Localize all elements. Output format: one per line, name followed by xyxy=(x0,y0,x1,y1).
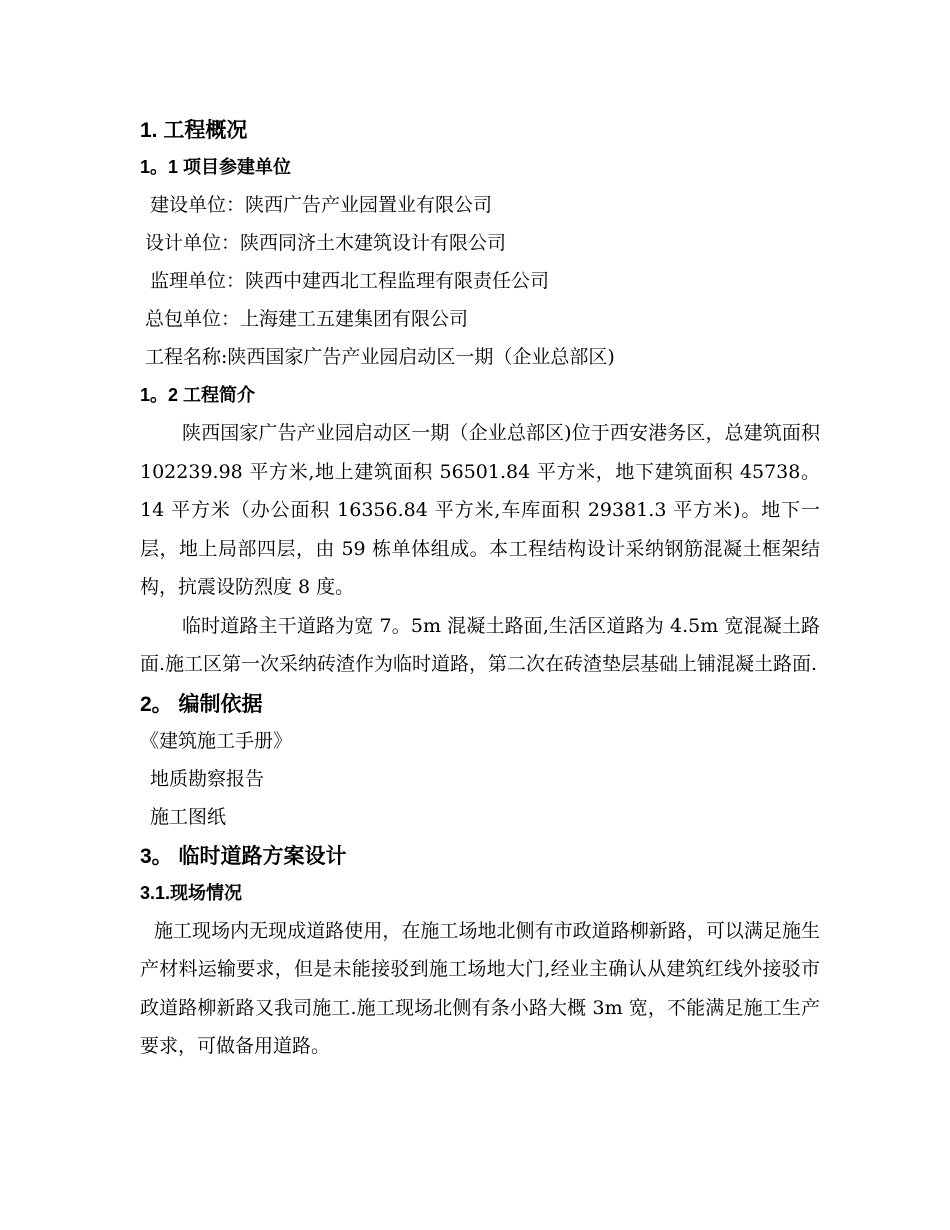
basis-item-handbook: 《建筑施工手册》 xyxy=(140,729,293,752)
basis-item-geology-report: 地质勘察报告 xyxy=(150,767,265,790)
document-body xyxy=(140,110,820,1066)
section-2-heading: 2。 编制依据 xyxy=(140,692,263,716)
section-1-2-heading: 1。2 工程简介 xyxy=(140,385,256,405)
temporary-road-paragraph: 临时道路主干道路为宽 7。5m 混凝土路面,生活区道路为 4.5m 宽混凝土路面.施工区第一次采纳砖渣作为临时道路，第二次在砖渣垫层基础上铺混凝土路面. xyxy=(140,614,820,675)
general-contractor-line: 总包单位：上海建工五建集团有限公司 xyxy=(145,308,469,330)
site-conditions-paragraph: 施工现场内无现成道路使用，在施工场地北侧有市政道路柳新路，可以满足施生产材料运输要求，但是未能接驳到施工场地大门,经业主确认从建筑红线外接驳市政道路柳新路又我司施工.施工现场北侧有条小路大概 3m 宽，不能满足施工生产要求，可做备用道路。 xyxy=(140,919,820,1057)
project-overview-paragraph: 陕西国家广告产业园启动区一期（企业总部区)位于西安港务区，总建筑面积 102239.98 平方米,地上建筑面积 56501.84 平方米，地下建筑面积 45738。14 平方米（办公面积 16356.84 平方米,车库面积 29381.3 平方米)。地下一层，地上局部四层，由 59 栋单体组成。本工程结构设计采纳钢筋混凝土框架结构，抗震设防烈度 8 度。 xyxy=(140,422,820,598)
supervision-unit-line: 监理单位：陕西中建西北工程监理有限责任公司 xyxy=(150,270,550,292)
construction-unit-line: 建设单位：陕西广告产业园置业有限公司 xyxy=(150,194,493,216)
project-name-line: 工程名称:陕西国家广告产业园启动区一期（企业总部区) xyxy=(145,346,615,368)
basis-item-drawings: 施工图纸 xyxy=(150,805,227,828)
section-1-heading: 1. 工程概况 xyxy=(140,119,248,142)
section-3-heading: 3。 临时道路方案设计 xyxy=(140,844,347,868)
section-3-1-heading: 3.1.现场情况 xyxy=(140,882,243,903)
section-1-1-heading: 1。1 项目参建单位 xyxy=(140,157,292,177)
design-unit-line: 设计单位：陕西同济土木建筑设计有限公司 xyxy=(145,232,507,254)
